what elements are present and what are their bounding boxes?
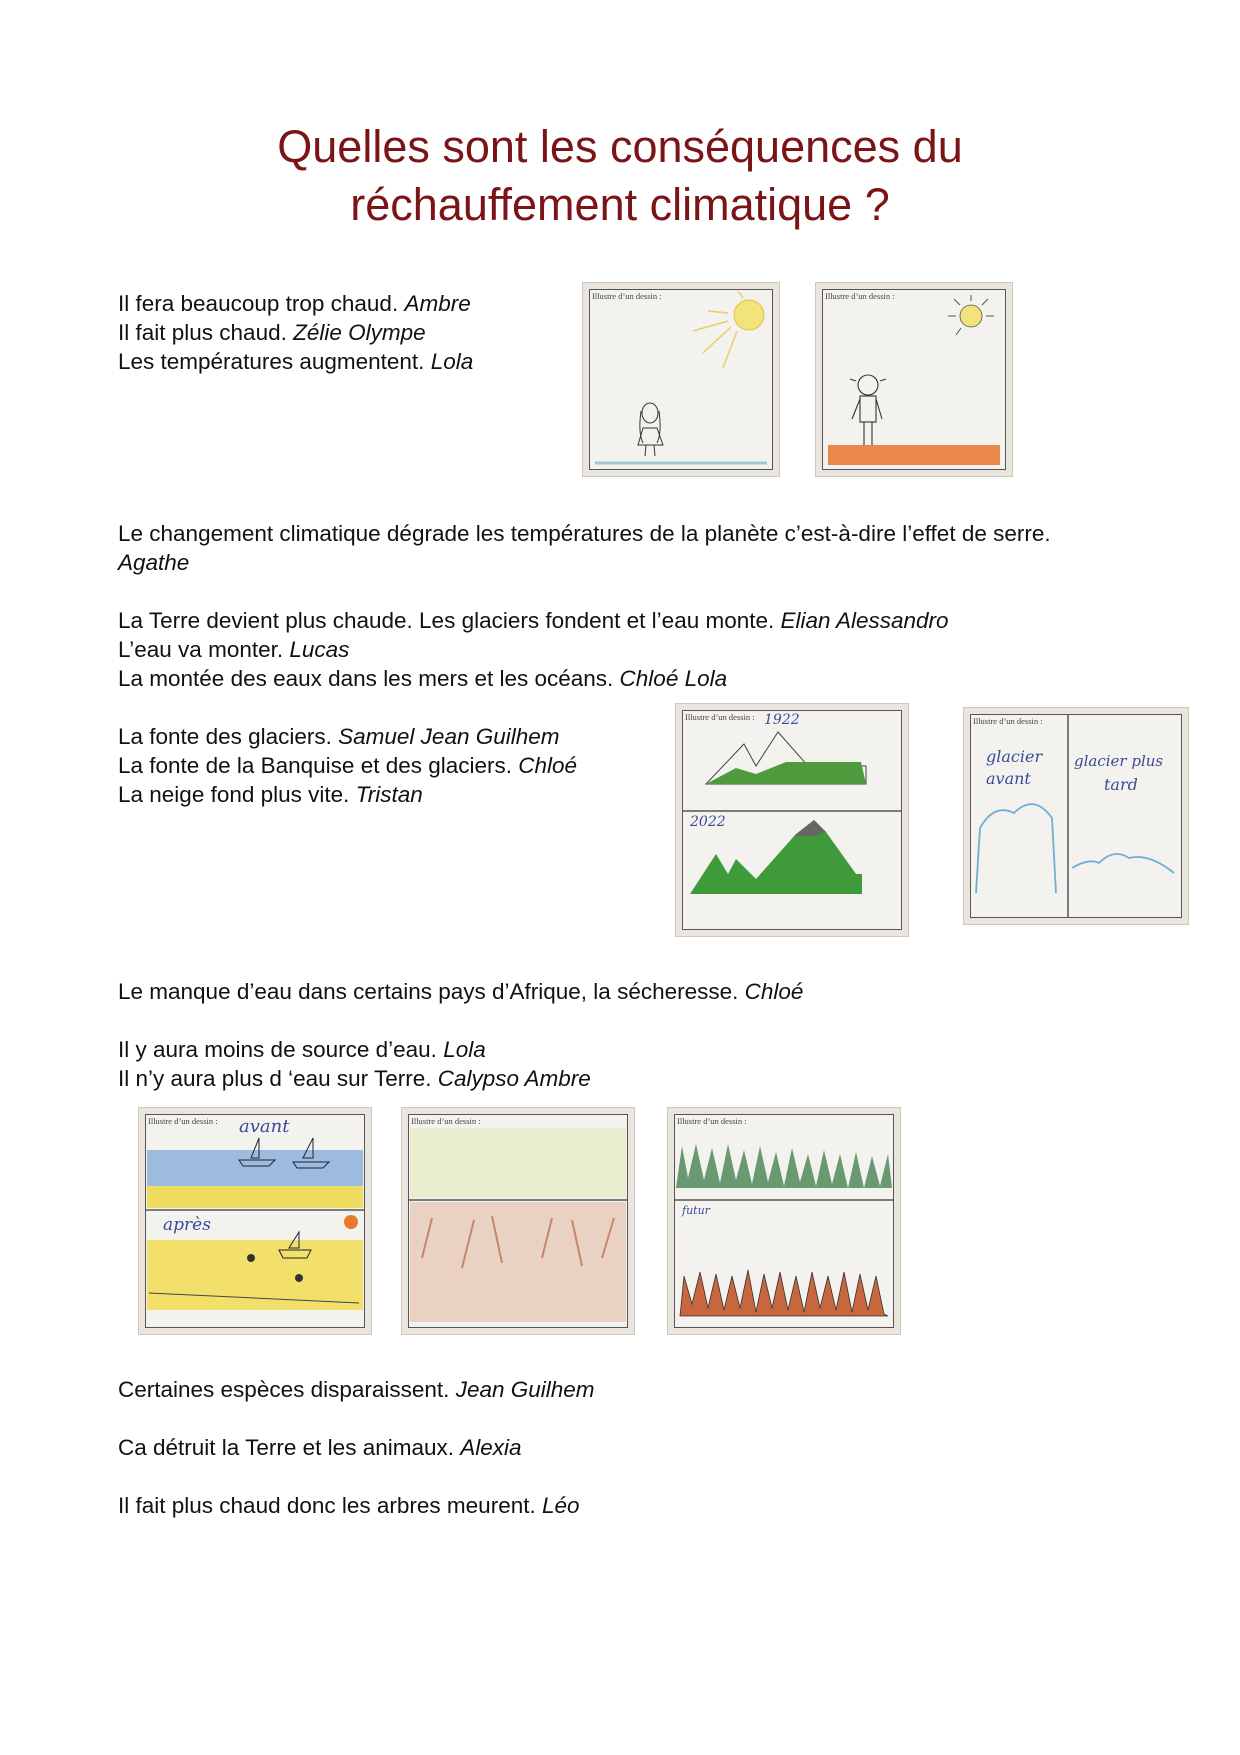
label-futur: futur bbox=[682, 1204, 710, 1217]
drawing-caption: Illustre d’un dessin : bbox=[592, 291, 662, 301]
section-water-shortage bbox=[118, 977, 803, 1093]
title-line-2: réchauffement climatique ? bbox=[350, 179, 890, 230]
quote-line: Il y aura moins de source d’eau. Lola bbox=[118, 1037, 486, 1062]
page-title bbox=[0, 118, 1240, 234]
quote-line: Il fera beaucoup trop chaud. Ambre bbox=[118, 291, 471, 316]
drawing-boy-sun-art bbox=[816, 283, 1012, 476]
quote-line: Certaines espèces disparaissent. Jean Guilhem bbox=[118, 1377, 595, 1402]
quote-line: La neige fond plus vite. Tristan bbox=[118, 782, 423, 807]
author-name: Alexia bbox=[460, 1435, 522, 1460]
author-name: Chloé bbox=[518, 753, 578, 778]
year-after-label: 2022 bbox=[690, 814, 726, 830]
drawing-caption: Illustre d’un dessin : bbox=[677, 1116, 747, 1126]
quote-line: Il fait plus chaud. Zélie Olympe bbox=[118, 320, 426, 345]
drawing-sea-before-after bbox=[139, 1108, 371, 1334]
glacier-before-word2: avant bbox=[986, 769, 1031, 788]
drawing-dry-art bbox=[402, 1108, 634, 1334]
glacier-before-word1: glacier bbox=[986, 747, 1043, 766]
label-apres: après bbox=[163, 1215, 211, 1235]
author-name: Calypso Ambre bbox=[437, 1066, 591, 1091]
author-name: Elian Alessandro bbox=[780, 608, 949, 633]
section-temperatures bbox=[118, 289, 473, 376]
drawing-caption: Illustre d’un dessin : bbox=[411, 1116, 481, 1126]
quote-line: L’eau va monter. Lucas bbox=[118, 637, 350, 662]
drawing-glacier-before-after bbox=[964, 708, 1188, 924]
drawing-caption: Illustre d’un dessin : bbox=[825, 291, 895, 301]
drawing-caption: Illustre d’un dessin : bbox=[148, 1116, 218, 1126]
drawing-dry-landscape bbox=[402, 1108, 634, 1334]
drawing-forest-art bbox=[668, 1108, 900, 1334]
quote-line: La fonte des glaciers. Samuel Jean Guilhem bbox=[118, 724, 560, 749]
drawing-caption: Illustre d’un dessin : bbox=[685, 712, 755, 722]
quote-line: Il n’y aura plus d ‘eau sur Terre. Calypso Ambre bbox=[118, 1066, 591, 1091]
drawing-mountains-1922-2022 bbox=[676, 704, 908, 936]
author-name: Ambre bbox=[404, 291, 471, 316]
drawing-caption: Illustre d’un dessin : bbox=[973, 716, 1043, 726]
label-avant: avant bbox=[239, 1116, 290, 1137]
quote-line: La fonte de la Banquise et des glaciers. Chloé bbox=[118, 753, 578, 778]
drawing-glacier-art bbox=[964, 708, 1188, 924]
title-line-1: Quelles sont les conséquences du bbox=[277, 121, 963, 172]
author-name: Zélie Olympe bbox=[293, 320, 426, 345]
quote-line: La montée des eaux dans les mers et les océans. Chloé Lola bbox=[118, 666, 728, 691]
drawing-girl-sun-art bbox=[583, 283, 779, 476]
author-name: Lucas bbox=[289, 637, 350, 662]
section-water-rise bbox=[118, 519, 1098, 693]
author-name: Chloé Lola bbox=[619, 666, 728, 691]
quote-line: Il fait plus chaud donc les arbres meurent. Léo bbox=[118, 1493, 580, 1518]
quote-line: Le changement climatique dégrade les températures de la planète c’est-à-dire l’effet de serre. Agathe bbox=[118, 521, 1051, 575]
drawing-boy-sun bbox=[816, 283, 1012, 476]
author-name: Jean Guilhem bbox=[455, 1377, 595, 1402]
glacier-after-word2: tard bbox=[1104, 775, 1138, 794]
author-name: Tristan bbox=[355, 782, 423, 807]
author-name: Chloé bbox=[744, 979, 804, 1004]
drawing-girl-sun bbox=[583, 283, 779, 476]
quote-line: La Terre devient plus chaude. Les glaciers fondent et l’eau monte. Elian Alessandro bbox=[118, 608, 949, 633]
quote-line: Les températures augmentent. Lola bbox=[118, 349, 474, 374]
author-name: Samuel Jean Guilhem bbox=[338, 724, 560, 749]
author-name: Lola bbox=[443, 1037, 486, 1062]
section-glaciers bbox=[118, 722, 577, 809]
glacier-after-word1: glacier plus bbox=[1074, 752, 1164, 770]
drawing-forest-present-future bbox=[668, 1108, 900, 1334]
quote-line: Ca détruit la Terre et les animaux. Alexia bbox=[118, 1435, 522, 1460]
section-species bbox=[118, 1375, 595, 1520]
author-name: Lola bbox=[430, 349, 474, 374]
quote-line: Le manque d’eau dans certains pays d’Afrique, la sécheresse. Chloé bbox=[118, 979, 804, 1004]
author-name: Léo bbox=[541, 1493, 580, 1518]
author-name: Agathe bbox=[118, 550, 190, 575]
year-before-label: 1922 bbox=[764, 712, 800, 728]
drawing-sea-art bbox=[139, 1108, 371, 1334]
drawing-mountains-art bbox=[676, 704, 908, 936]
